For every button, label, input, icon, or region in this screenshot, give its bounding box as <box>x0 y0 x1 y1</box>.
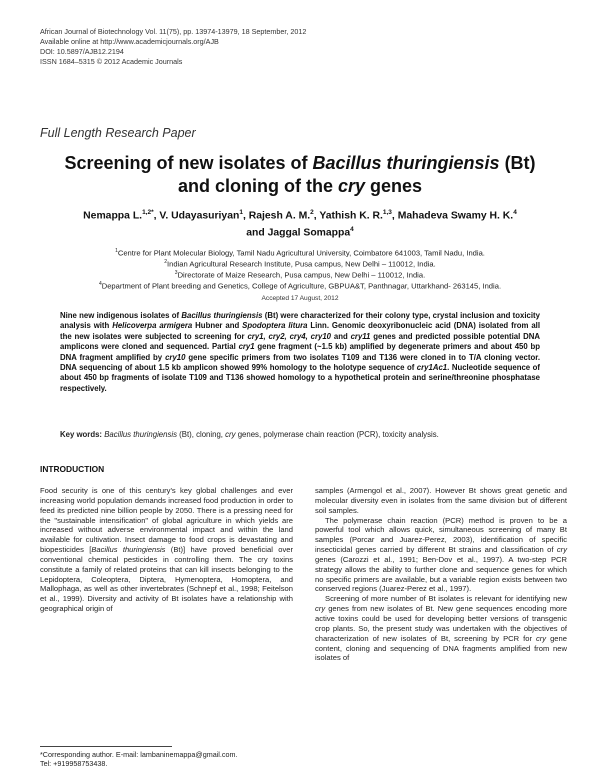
author: Yathish K. R. <box>319 210 383 222</box>
journal-citation: African Journal of Biotechnology Vol. 11(75), pp. 13974-13979, 18 September, 2012 <box>40 27 307 36</box>
journal-doi: DOI: 10.5897/AJB12.2194 <box>40 47 124 56</box>
affiliation: $^3$Directorate of Maize Research, Pusa campus, New Delhi – 110012, India. <box>174 270 426 280</box>
paragraph: Screening of more number of Bt isolates is relevant for identifying new cry genes from new isolates of Bt. New gene sequences encoding more active toxins could be used for developing better versions of transgenic crop plants. So, the present study was undertaken with the objectives of characterization of new isolates of Bt, screening by PCR for cry gene content, cloning and sequencing of DNA fragments amplified from new isolates of <box>315 594 567 663</box>
keywords: Key words: Bacillus thuringiensis (Bt), cloning, cry genes, polymerase chain reaction (PCR), toxicity analysis. <box>60 430 439 439</box>
footnote-divider <box>40 746 172 747</box>
paragraph: The polymerase chain reaction (PCR) method is proven to be a powerful tool which allows quick, simultaneous screening of many Bt samples (Porcar and Juarez-Perez, 2003), identification of specific insecticidal genes carried by different Bt strains and classification of cry genes (Carozzi et al., 1991; Ben-Dov et al., 1997). A two-step PCR strategy allows the ability to further clone and sequence genes for which no specific primers are available, but a variable region exists between two conserved regions (Juarez-Perez et al., 1997). <box>315 515 567 594</box>
paper-type: Full Length Research Paper <box>40 126 196 140</box>
abstract: Nine new indigenous isolates of Bacillus thuringiensis (Bt) were characterized for their colony type, crystal inclusion and toxicity analysis with Helicoverpa armigera Hubner and Spodoptera litura Linn. Genomic deoxyribonucleic acid (DNA) isolated from all the new isolates were subjected to screening for cry1, cry2, cry4, cry10 and cry11 genes and predicted possible potential DNA amplicons were cloned and sequenced. Partial cry1 gene fragment (~1.5 kb) amplified by degenerate primers and about 450 bp DNA fragment amplified by cry10 gene specific primers from two isolates T109 and T136 were cloned in to T/A cloning vector. DNA sequencing of about 1.5 kb amplicon showed 99% homology to the holotype sequence of cry1Ac1. Nucleotide sequence of about 450 bp fragments of isolate T109 and T136 showed homology to a hypothetical protein and serine/threonine phosphatase respectively. <box>60 311 541 393</box>
author-list: Nemappa L.$^{1,2*}$, V. Udayasuriyan$^1$, Rajesh A. M.$^2$, Yathish K. R.$^{1,3}$, Mahadeva Swamy H. K.$^4$ and Jaggal Somappa$^4$ <box>83 209 517 239</box>
journal-issn: ISSN 1684–5315 © 2012 Academic Journals <box>40 57 183 66</box>
author: Jaggal Somappa <box>267 227 351 239</box>
intro-right-column <box>315 486 567 663</box>
intro-left-column: Food security is one of this century's key global challenges and ever increasing world population demands increased food production in order to feed its predicted nine billion people by 2050. There is a pressing need for the "sustainable intensification" of global agriculture in which yields are increased without adverse environmental impact and within the land available for cultivation. Insect damage to food crops is devastating and biopesticides [Bacillus thuringiensis (Bt)] have proved beneficial over conventional chemical pesticides in controlling them. The cry toxins constitute a family of related proteins that can kill insects belonging to the Lepidoptera, Coleoptera, Diptera, Hymenoptera, Homoptera, and Mallophaga, as well as other invertebrates (Schnepf et al., 1998; Feitelson et al., 1999). Diversity and activity of Bt isolates have a relationship with geographical origin of <box>40 486 294 614</box>
section-heading-introduction: INTRODUCTION <box>40 464 105 474</box>
footnote-phone: Tel: +919958753438. <box>40 759 108 769</box>
journal-header <box>40 27 306 67</box>
footnote-email[interactable]: *Corresponding author. E-mail: lambaninemappa@gmail.com. <box>40 750 238 759</box>
affiliations <box>20 247 580 292</box>
paragraph: samples (Armengol et al., 2007). However Bt shows great genetic and molecular diversity even in isolates from the same division but of different soil samples. <box>315 486 567 515</box>
journal-url[interactable]: Available online at http://www.academicjournals.org/AJB <box>40 37 219 46</box>
author: V. Udayasuriyan <box>159 210 240 222</box>
corresponding-author-footnote <box>40 750 293 769</box>
affiliation: $^2$Indian Agricultural Research Institute, Pusa campus, New Delhi – 110012, India. <box>164 259 436 269</box>
affiliation: $^4$Department of Plant breeding and Genetics, College of Agriculture, GBPUA&T, Panthnagar, Uttarkhand- 263145, India. <box>98 281 502 291</box>
affiliation: $^1$Centre for Plant Molecular Biology, Tamil Nadu Agricultural University, Coimbatore 641003, Tamil Nadu, India. <box>115 248 485 258</box>
author: Nemappa L. <box>83 210 143 222</box>
author: Rajesh A. M. <box>248 210 311 222</box>
author: Mahadeva Swamy H. K. <box>397 210 514 222</box>
paper-title: Screening of new isolates of Bacillus thuringiensis (Bt) and cloning of the cry genes <box>64 153 536 196</box>
accepted-date: Accepted 17 August, 2012 <box>261 295 339 302</box>
